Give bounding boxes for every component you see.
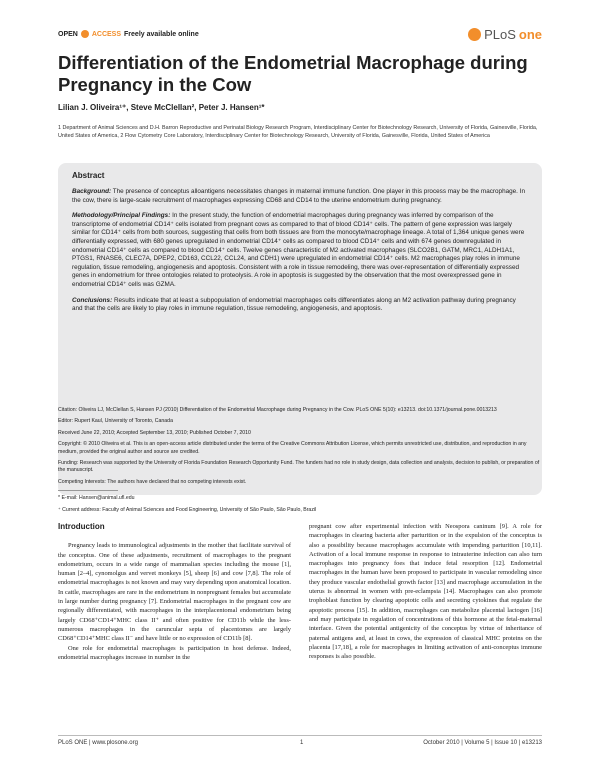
abstract-heading: Abstract	[72, 171, 105, 180]
page-number: 1	[300, 740, 304, 746]
methods-label: Methodology/Principal Findings:	[72, 212, 171, 220]
methods-text: In the present study, the function of endometrial macrophages during pregnancy was inferred by comparison of the transcriptome of endometrial CD14⁺ cells isolated from pregnant cows as compared to that of blood CD14⁺ cells. The pattern of gene expression was largely similar for CD14⁺ cells from both sources, suggesting that cells from both tissues are from the monocyte/macrophage lineage. A total of 1,364 unique genes were differentially expressed, with 680 genes upregulated in endometrial CD14⁺ cells as compared to blood CD14⁺ cells and with 674 genes downregulated in endometrial CD14⁺ cells as compared to blood CD14⁺ cells. Twelve genes characteristic of M2 activated macrophages (SLCO2B1, GATM, MRC1, ALDH1A1, PTGS1, RNASE6, CLEC7A, DPEP2, CD163, CCL22, CCL24, and CDH1) were upregulated in endometrial CD14⁺ cells. M2 macrophages play roles in immune regulation, tissue remodeling, angiogenesis and apoptosis. Consistent with a role in tissue remodeling, there was over-representation of differentially expressed genes in endometrium for three ontologies related to proteolysis. A role in apoptosis is suggested by the observation that the most overexpressed gene in endometrial CD14⁺ cells was GZMA.	[72, 212, 525, 288]
logo-one: one	[518, 27, 542, 42]
abstract-background	[72, 188, 528, 205]
abstract-methods	[72, 212, 528, 289]
article-metadata	[58, 407, 542, 518]
intro-paragraph-2: One role for endometrial macrophages is participation in host defense. Indeed, endometrial macrophages increase in number in the	[58, 644, 291, 661]
conclusions-label: Conclusions:	[72, 296, 113, 304]
intro-paragraph-3: pregnant cow after experimental infection with Neospora caninum [9]. A role for macrophages in clearing bacteria after parturition or in the expulsion of the conceptus is also a possibility because macrophages accumulate with impending parturition [10,11]. Activation of a local immune response in response to intrauterine infection can also turn macrophages into pregnancy foes that induce fetal resorption [12]. Endometrial macrophages in the human have been proposed to participate in vascular remodeling since they produce vascular endothelial growth factor [13] and macrophage accumulation in the uterus is abnormal in women with pre-eclampsia [14]. Macrophages can also promote trophoblast function by clearing apoptotic cells and secreting cytokines that regulate the apoptotic process [15]. In addition, macrophages can metabolize placental lactogen [16] and may participate in regulation of concentrations of this hormone at the fetal-maternal interface. Given the potential antigenicity of the conceptus by virtue of inheritance of paternal antigens and, at least in cows, the expression of classical MHC proteins on the placenta [17,18], a role for macrophages in limiting activation of anti-conceptus immune responses is also possible.	[309, 523, 542, 661]
intro-paragraph-1: Pregnancy leads to immunological adjustments in the mother that facilitate survival of the conceptus. One of these adjustments, recruitment of macrophages to the pregnant endometrium, occurs in a wide range of mammalian species including the mouse [1], human [2–4], cynomolgus and vervet monkeys [5], sheep [6] and cow [7,8]. The role of endometrial macrophages is not known and may vary depending upon anatomical location. In cattle, macrophages are rare in the endometrium in nonpregnant females but accumulate in large number during pregnancy [7]. Endometrial macrophages in the pregnant cow are regionally differentiated, with macrophages in the interplacentomal endometrium being largely CD68⁺CD14⁺MHC class II⁺ and often positive for CD11b while the less-numerous macrophages in the caruncular septa of placentomes are largely CD68⁺CD14⁺MHC class II⁻ and have little or no expression of CD11b [8].	[58, 542, 291, 643]
editor: Editor: Rupert Kaul, University of Toronto, Canada	[58, 418, 173, 425]
open-access-banner	[58, 30, 199, 38]
journal-header	[58, 27, 542, 43]
open-access-accent: ACCESS	[91, 30, 122, 38]
footer-journal: PLoS ONE | www.plosone.org	[58, 740, 138, 746]
footer-issue: October 2010 | Volume 5 | Issue 10 | e13213	[423, 740, 542, 746]
plos-one-logo	[468, 27, 542, 42]
footer-divider	[58, 735, 542, 736]
introduction-heading: Introduction	[58, 522, 105, 531]
freely-available-text: Freely available online	[124, 30, 199, 38]
open-access-text: OPEN	[58, 30, 78, 38]
logo-plos: PLoS	[484, 27, 516, 42]
background-label: Background:	[72, 188, 112, 195]
dates: Received June 22, 2010; Accepted September 13, 2010; Published October 7, 2010	[58, 429, 251, 436]
author-list: Lilian J. Oliveira¹⁺, Steve McClellan², Peter J. Hansen¹*	[58, 103, 265, 112]
article-title: Differentiation of the Endometrial Macrophage during Pregnancy in the Cow	[58, 52, 528, 95]
body-columns	[58, 522, 542, 662]
email: * E-mail: Hansen@animal.ufl.edu	[58, 495, 135, 502]
divider	[58, 490, 118, 491]
plos-logo-icon	[468, 28, 481, 41]
page-footer	[58, 740, 542, 750]
conclusions-text: Results indicate that at least a subpopulation of endometrial macrophages cells differentiates along an M2 activation pathway during pregnancy and that the cells are likely to play roles in immune regulation, tissue remodeling, angiogenesis, and apoptosis.	[72, 296, 516, 313]
abstract-conclusions	[72, 297, 528, 314]
background-text: The presence of conceptus alloantigens necessitates changes in maternal immune function. One player in this process may be the macrophage. In the cow, there is large-scale recruitment of macrophages expressing CD68 and CD14 to the uterine endometrium during pregnancy.	[72, 188, 525, 204]
citation: Citation: Oliveira LJ, McClellan S, Hansen PJ (2010) Differentiation of the Endometrial Macrophage during Pregnancy in the Cow. PLoS ONE 5(10): e13213. doi:10.1371/journal.pone.0013213	[58, 407, 497, 413]
competing-interests: Competing Interests: The authors have declared that no competing interests exist.	[58, 478, 247, 485]
column-right	[309, 522, 542, 662]
copyright: Copyright: © 2010 Oliveira et al. This is an open-access article distributed under the terms of the Creative Commons Attribution License, which permits unrestricted use, distribution, and reproduction in any medium, provided the original author and source are credited.	[58, 441, 527, 455]
current-address: ⁺ Current address: Faculty of Animal Sciences and Food Engineering, University of São Paulo, São Paulo, Brazil	[58, 506, 317, 513]
open-access-lock-icon	[81, 30, 89, 38]
funding: Funding: Research was supported by the University of Florida Foundation Research Opportunity Fund. The funders had no role in study design, data collection and analysis, decision to publish, or preparation of the manuscript.	[58, 460, 540, 474]
column-left	[58, 522, 291, 662]
affiliations: 1 Department of Animal Sciences and D.H. Barron Reproductive and Perinatal Biology Research Program, Interdisciplinary Center for Biotechnology Research, University of Florida, Gainesville, Florida, United States of America, 2 Flow Cytometry Core Laboratory, Interdisciplinary Center for Biotechnology Research, University of Florida, Gainesville, Florida, United States of America	[58, 125, 538, 139]
